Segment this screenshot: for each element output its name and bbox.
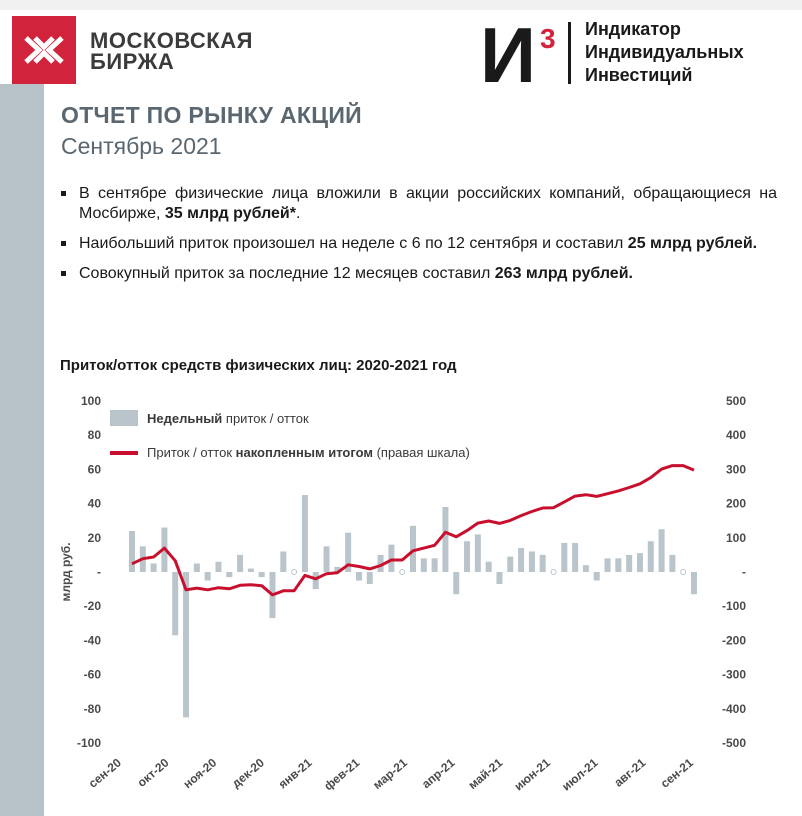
weekly-bar (669, 555, 675, 572)
weekly-bar (507, 557, 513, 572)
right-tick-label: 300 (725, 462, 746, 477)
left-tick-label: -60 (83, 667, 101, 682)
weekly-bar (194, 563, 200, 572)
weekly-bar (561, 543, 567, 572)
bullet-item: Совокупный приток за последние 12 месяцев составил 263 млрд рублей. (60, 264, 777, 284)
weekly-bar (648, 541, 654, 572)
right-axis-ticks (722, 394, 746, 750)
weekly-bar (172, 572, 178, 635)
moex-line1: МОСКОВСКАЯ (90, 28, 253, 53)
weekly-bar (540, 555, 546, 572)
i3-brand-name (585, 18, 744, 87)
left-tick-label: - (97, 565, 101, 579)
weekly-bar (356, 572, 362, 581)
weekly-bar (302, 495, 308, 572)
weekly-bar (421, 558, 427, 572)
report-title: ОТЧЕТ ПО РЫНКУ АКЦИЙ (61, 102, 362, 128)
legend (110, 410, 470, 460)
weekly-bar (367, 572, 373, 584)
month-label: июн-21 (511, 755, 553, 794)
left-axis-ticks (77, 394, 101, 750)
weekly-bar (129, 531, 135, 572)
right-tick-label: -200 (721, 633, 746, 648)
left-tick-label: 80 (87, 428, 101, 443)
left-tick-label: 100 (80, 394, 101, 408)
legend-bar-label: Недельный приток / отток (147, 411, 309, 426)
top-strip (0, 0, 802, 10)
right-tick-label: -500 (721, 736, 746, 750)
i3-exponent: 3 (540, 23, 556, 54)
moex-line2: БИРЖА (90, 49, 175, 74)
month-label: фев-21 (321, 755, 363, 794)
weekly-bar (605, 558, 611, 572)
weekly-bar (183, 572, 189, 717)
weekly-bar (205, 572, 211, 581)
month-label: мар-21 (370, 755, 410, 793)
weekly-bar (594, 572, 600, 581)
weekly-bar (388, 545, 394, 572)
right-tick-label: 500 (725, 394, 746, 408)
weekly-bar (486, 562, 492, 572)
weekly-bar (215, 562, 221, 572)
weekly-bar (226, 572, 232, 577)
i3-line3: Инвестиций (585, 65, 693, 85)
weekly-bar (442, 507, 448, 572)
right-tick-label: 100 (725, 530, 746, 545)
zero-marker (551, 570, 556, 575)
legend-bar-swatch (110, 410, 138, 426)
weekly-bar (637, 553, 643, 572)
zero-marker (400, 570, 405, 575)
weekly-bar (464, 541, 470, 572)
left-tick-label: -20 (83, 599, 101, 614)
weekly-bar (529, 551, 535, 572)
i3-line2: Индивидуальных (585, 42, 744, 62)
left-tick-label: -40 (83, 633, 101, 648)
right-tick-label: -300 (721, 667, 746, 682)
i3-line1: Индикатор (585, 19, 681, 39)
weekly-bar (151, 563, 157, 572)
month-label: авг-21 (611, 755, 649, 790)
left-tick-label: -100 (76, 736, 101, 750)
weekly-bar (313, 572, 319, 589)
zero-marker (292, 570, 297, 575)
flow-chart (44, 380, 802, 816)
weekly-bar (518, 548, 524, 572)
weekly-bar (324, 546, 330, 572)
weekly-bar (496, 572, 502, 584)
weekly-bar (626, 555, 632, 572)
right-tick-label: 200 (725, 496, 746, 511)
month-label: сен-21 (657, 755, 696, 791)
weekly-bar (453, 572, 459, 594)
chart-title: Приток/отток средств физических лиц: 2020-2021 год (60, 357, 457, 374)
left-tick-label: 40 (87, 496, 101, 511)
month-label: апр-21 (419, 755, 458, 792)
month-label: май-21 (465, 755, 506, 793)
month-label: сен-20 (85, 755, 124, 791)
weekly-bar (259, 572, 265, 577)
weekly-bar (432, 558, 438, 572)
moex-brand-name (90, 30, 253, 72)
right-tick-label: -100 (721, 599, 746, 614)
legend-line-label: Приток / отток накопленным итогом (правая шкала) (147, 445, 470, 460)
i3-logo-icon (480, 20, 572, 86)
left-tick-label: 60 (87, 462, 101, 477)
weekly-bar (280, 551, 286, 572)
bullet-item: В сентябре физические лица вложили в акции российских компаний, обращающиеся на Мосбирже, 35 млрд рублей*. (60, 184, 777, 224)
weekly-bar (583, 565, 589, 572)
weekly-bar (691, 572, 697, 594)
left-tick-label: 20 (87, 530, 101, 545)
bullet-list (60, 184, 777, 294)
right-tick-label: -400 (721, 701, 746, 716)
month-label: дек-20 (229, 755, 267, 791)
left-accent-bar (0, 84, 44, 816)
moex-logo-icon (12, 16, 76, 84)
month-label: июл-21 (559, 755, 601, 794)
zero-marker (681, 570, 686, 575)
weekly-bar (237, 555, 243, 572)
weekly-bar (659, 529, 665, 572)
legend-line-swatch (110, 451, 138, 455)
i3-letter: И (480, 20, 537, 86)
weekly-bar (615, 558, 621, 572)
y-axis-label: млрд руб. (59, 542, 73, 602)
bullet-item: Наибольший приток произошел на неделе с 6 по 12 сентября и составил 25 млрд рублей. (60, 234, 777, 254)
weekly-bar (475, 534, 481, 572)
month-label: окт-20 (134, 755, 172, 790)
month-label: ноя-20 (180, 755, 220, 792)
month-labels (86, 755, 696, 793)
right-tick-label: 400 (725, 428, 746, 443)
right-tick-label: - (742, 565, 746, 579)
weekly-bars (129, 495, 697, 717)
month-label: янв-21 (275, 755, 315, 792)
left-tick-label: -80 (83, 701, 101, 716)
report-subtitle: Сентябрь 2021 (61, 133, 222, 159)
weekly-bar (248, 569, 254, 572)
weekly-bar (572, 543, 578, 572)
